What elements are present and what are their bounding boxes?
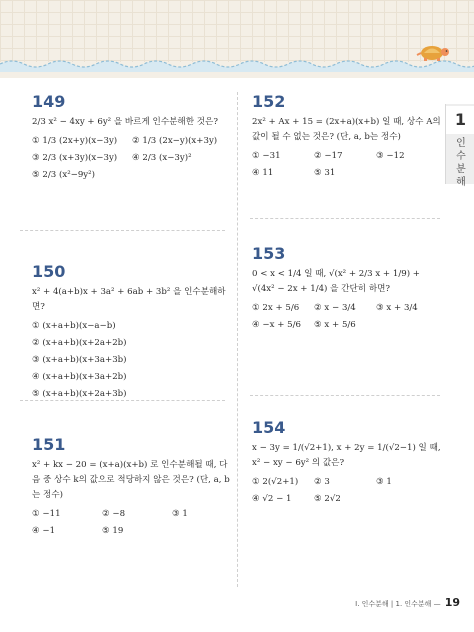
choice: ⑤ 31: [314, 168, 336, 178]
choice: ③ 1: [172, 509, 188, 519]
chapter-number: 1: [446, 106, 474, 134]
wave-border: [0, 58, 474, 72]
divider-line: [250, 395, 440, 396]
grid-pattern: [0, 0, 474, 62]
choice: ④ (x+a+b)(x+3a+2b): [32, 372, 127, 382]
choice: ① 1/3 (2x+y)(x−3y): [32, 136, 118, 146]
choice: ② −17: [314, 151, 343, 161]
problem-number: 154: [252, 418, 286, 437]
divider-line: [20, 230, 225, 231]
choice: ② 1/3 (2x−y)(x+3y): [132, 136, 218, 146]
choice: ② −8: [102, 509, 126, 519]
choice: ① −31: [252, 151, 281, 161]
choice: ④ −1: [32, 526, 56, 536]
problem-150: [32, 262, 232, 403]
choice: ⑤ (x+a+b)(x+2a+3b): [32, 389, 127, 399]
turtle-icon: [412, 40, 452, 62]
page-header-decoration: [0, 0, 474, 78]
choice: ③ 1: [376, 477, 392, 487]
choice: ④ −x + 5/6: [252, 320, 301, 330]
chapter-side-tab: [445, 104, 474, 188]
choice: ⑤ 2√2: [314, 494, 341, 504]
choice: ③ (x+a+b)(x+3a+3b): [32, 355, 127, 365]
page-number: 19: [444, 596, 460, 609]
choice: ① 2x + 5/6: [252, 303, 300, 313]
choice: ② (x+a+b)(x+2a+2b): [32, 338, 127, 348]
choice: ④ 11: [252, 168, 274, 178]
choice: ④ 2/3 (x−3y)²: [132, 153, 192, 163]
choice: ③ 2/3 (x+3y)(x−3y): [32, 153, 118, 163]
divider-line: [250, 218, 440, 219]
problem-stem: x² + kx − 20 = (x+a)(x+b) 로 인수분해될 때, 다음 중 상수 k의 값으로 적당하지 않은 것은? (단, a, b는 정수): [32, 460, 230, 500]
problem-149: [32, 92, 232, 184]
problem-stem: x − 3y = 1/(√2+1), x + 2y = 1/(√2−1) 일 때, x² − xy − 6y² 의 값은?: [252, 443, 441, 468]
choice: ③ x + 3/4: [376, 303, 418, 313]
choice: ⑤ 2/3 (x²−9y²): [32, 170, 95, 180]
problem-number: 151: [32, 435, 66, 454]
choice: ⑤ 19: [102, 526, 124, 536]
problem-152: [252, 92, 442, 182]
choice: ② 3: [314, 477, 330, 487]
footer-section: I. 인수분해 | 1. 인수분해 —: [355, 600, 441, 608]
problem-number: 152: [252, 92, 286, 111]
problem-number: 153: [252, 244, 286, 263]
choice-list: [32, 318, 232, 403]
choice: ④ √2 − 1: [252, 494, 292, 504]
chapter-label: 인수분해: [456, 138, 466, 188]
choice-list: [252, 300, 442, 334]
choice: ① −11: [32, 509, 61, 519]
choice-list: [252, 474, 442, 508]
page-footer: [300, 596, 460, 609]
problem-number: 150: [32, 262, 66, 281]
choice: ② x − 3/4: [314, 303, 356, 313]
problem-stem: 2/3 x² − 4xy + 6y² 을 바르게 인수분해한 것은?: [32, 117, 218, 127]
problem-number: 149: [32, 92, 66, 111]
choice: ① (x+a+b)(x−a−b): [32, 321, 116, 331]
column-divider: [237, 92, 238, 587]
choice: ① 2(√2+1): [252, 477, 299, 487]
problem-stem: 0 < x < 1/4 일 때, √(x² + 2/3 x + 1/9) + √(4x² − 2x + 1/4) 을 간단히 하면?: [252, 269, 420, 294]
choice-list: [32, 133, 232, 184]
choice: ⑤ x + 5/6: [314, 320, 356, 330]
choice-list: [252, 148, 442, 182]
problem-151: [32, 435, 232, 540]
choice: ③ −12: [376, 151, 405, 161]
choice-list: [32, 506, 232, 540]
problem-stem: 2x² + Ax + 15 = (2x+a)(x+b) 일 때, 상수 A의 값이 될 수 없는 것은? (단, a, b는 정수): [252, 117, 441, 142]
problem-stem: x² + 4(a+b)x + 3a² + 6ab + 3b² 을 인수분해하면?: [32, 287, 226, 312]
problem-154: [252, 418, 442, 508]
problem-153: [252, 244, 442, 334]
